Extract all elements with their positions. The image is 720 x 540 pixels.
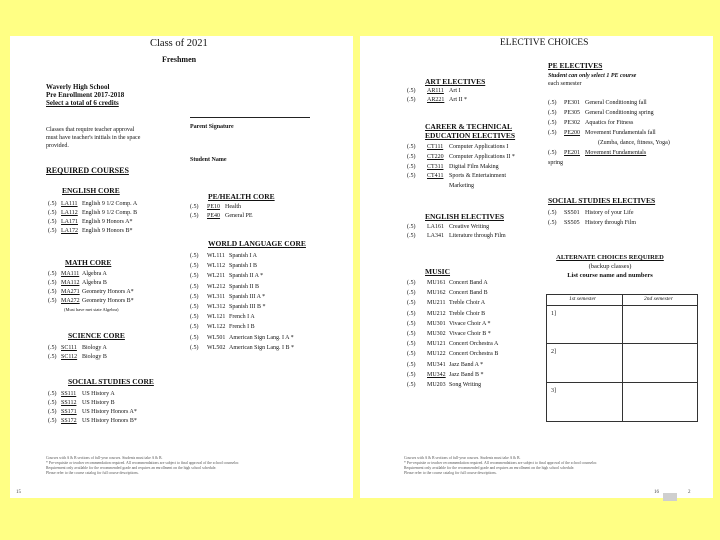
course-code: LA171 bbox=[61, 219, 78, 225]
course-name: Movement Fundamentals bbox=[585, 150, 647, 156]
course-code: AR111 bbox=[427, 88, 444, 94]
credit: (.5) bbox=[407, 153, 416, 160]
social-electives-header: SOCIAL STUDIES ELECTIVES bbox=[548, 196, 656, 205]
social-core-list bbox=[48, 390, 137, 426]
course-name: Concert Band B bbox=[449, 290, 488, 297]
course-name: Vivace Choir A * bbox=[449, 320, 491, 327]
course-code: PE201 bbox=[564, 150, 581, 156]
course-name: Algebra A bbox=[82, 271, 107, 277]
second-semester-label: 2nd semester bbox=[644, 296, 673, 302]
course-code: PE40 bbox=[207, 213, 221, 219]
alternate-sub: List course name and numbers bbox=[567, 272, 653, 279]
course-code: WL501 bbox=[207, 334, 226, 341]
course-name: Jazz Band A * bbox=[449, 361, 484, 368]
course-name: Spanish II A * bbox=[229, 273, 264, 280]
credit: (.5) bbox=[190, 253, 199, 259]
course-row-cont bbox=[548, 158, 670, 168]
approval-line: provided. bbox=[46, 143, 69, 149]
social-core-header: SOCIAL STUDIES CORE bbox=[68, 377, 154, 386]
footnote: Requirement only available for the recommended grade and requires an enrollment on the high school schedule. bbox=[404, 466, 575, 470]
required-courses-header: REQUIRED COURSES bbox=[46, 166, 129, 175]
course-row[interactable] bbox=[48, 288, 134, 297]
english-electives-list bbox=[407, 223, 506, 241]
credit: (.5) bbox=[48, 271, 57, 277]
credit: (.5) bbox=[48, 210, 57, 216]
right-footnotes bbox=[404, 456, 597, 476]
course-row[interactable] bbox=[190, 212, 253, 221]
credit: (.5) bbox=[190, 334, 199, 341]
course-row[interactable] bbox=[48, 417, 137, 426]
course-code: SC111 bbox=[61, 345, 77, 351]
course-code: WL212 bbox=[207, 283, 226, 290]
course-name: US History A bbox=[82, 391, 115, 397]
course-name: Art I bbox=[449, 88, 461, 94]
course-name: French I B bbox=[229, 324, 255, 331]
course-row[interactable] bbox=[407, 380, 498, 390]
course-row[interactable] bbox=[407, 163, 515, 173]
left-page-number: 15 bbox=[16, 490, 21, 495]
credit: (.5) bbox=[407, 173, 416, 180]
english-electives-header: ENGLISH ELECTIVES bbox=[425, 212, 504, 221]
course-code: LA111 bbox=[61, 201, 78, 207]
course-name: English 9 Honors B* bbox=[82, 228, 133, 234]
course-row[interactable] bbox=[48, 279, 134, 288]
course-name: Computer Applications II * bbox=[449, 153, 515, 160]
pe-electives-list bbox=[548, 98, 670, 168]
credit: (.5) bbox=[48, 400, 57, 406]
course-row[interactable] bbox=[548, 128, 670, 138]
course-code: WL121 bbox=[207, 314, 226, 321]
course-code: MU122 bbox=[427, 351, 446, 358]
credit: (.5) bbox=[190, 344, 199, 351]
course-name: General Conditioning fall bbox=[585, 100, 647, 106]
career-electives-header bbox=[425, 122, 515, 140]
world-language-list bbox=[190, 251, 294, 353]
approval-line: must have teacher's initials in the space bbox=[46, 135, 141, 141]
credit: (.5) bbox=[190, 263, 199, 270]
course-row[interactable] bbox=[407, 153, 515, 163]
course-name: Jazz Band B * bbox=[449, 371, 484, 378]
alternate-sub: (backup classes) bbox=[588, 263, 632, 270]
credit: (.5) bbox=[190, 324, 199, 331]
course-code: LA161 bbox=[427, 224, 444, 230]
course-row[interactable] bbox=[48, 227, 137, 236]
course-row[interactable] bbox=[190, 282, 294, 292]
course-code: PE10 bbox=[207, 204, 221, 210]
course-name: Spanish III A * bbox=[229, 293, 266, 300]
career-header-line: EDUCATION ELECTIVES bbox=[425, 131, 516, 140]
course-row[interactable] bbox=[548, 98, 670, 108]
course-row[interactable] bbox=[190, 203, 253, 212]
course-row[interactable] bbox=[190, 251, 294, 261]
course-code: SS505 bbox=[564, 220, 580, 226]
elective-title: ELECTIVE CHOICES bbox=[500, 38, 589, 48]
course-row[interactable] bbox=[48, 344, 107, 353]
course-name: US History B bbox=[82, 400, 115, 406]
right-page-number-b: 2 bbox=[688, 490, 691, 495]
credit: (.5) bbox=[48, 289, 57, 295]
credit: (.5) bbox=[407, 300, 416, 307]
course-code: MA271 bbox=[61, 289, 80, 295]
credit: (.5) bbox=[548, 220, 557, 226]
course-row[interactable] bbox=[407, 349, 498, 359]
art-electives-header: ART ELECTIVES bbox=[425, 77, 486, 86]
alternate-title: ALTERNATE CHOICES REQUIRED bbox=[556, 254, 664, 261]
table-divider bbox=[622, 295, 623, 421]
approval-line: Classes that require teacher approval bbox=[46, 127, 135, 133]
school-info bbox=[46, 83, 124, 107]
course-code: MU211 bbox=[427, 300, 446, 307]
course-code: WL311 bbox=[207, 293, 226, 300]
course-name: Biology B bbox=[82, 354, 107, 360]
course-code: SS171 bbox=[61, 409, 77, 415]
credit: (.5) bbox=[48, 298, 57, 304]
course-row[interactable] bbox=[548, 108, 670, 118]
course-code: WL112 bbox=[207, 263, 226, 270]
course-code: PE302 bbox=[564, 120, 581, 126]
course-name: Spanish II B bbox=[229, 283, 259, 290]
course-row[interactable] bbox=[407, 309, 498, 319]
course-code: CT411 bbox=[427, 173, 444, 180]
course-code: MU203 bbox=[427, 382, 446, 389]
course-code: WL502 bbox=[207, 344, 226, 351]
course-row[interactable] bbox=[48, 200, 137, 209]
course-row[interactable] bbox=[48, 270, 134, 279]
credit: (.5) bbox=[548, 100, 557, 106]
course-row[interactable] bbox=[548, 218, 636, 228]
table-divider bbox=[547, 343, 697, 344]
course-name: Health bbox=[225, 204, 241, 210]
footnote: * Pre-requisite or teacher recommendation required. All recommendations are subject to final approval of the school counselor. bbox=[404, 461, 598, 465]
course-name: Biology A bbox=[82, 345, 107, 351]
first-semester-label: 1st semester bbox=[569, 296, 597, 302]
credit: (.5) bbox=[548, 110, 557, 116]
course-row[interactable] bbox=[407, 223, 506, 232]
credit: (.5) bbox=[407, 382, 416, 389]
credit: (.5) bbox=[48, 409, 57, 415]
enrollment-year: Pre Enrollment 2017-2018 bbox=[46, 91, 125, 99]
credit: (.5) bbox=[407, 341, 416, 348]
footnote: Please refer to the course catalog for full course descriptions. bbox=[404, 471, 497, 475]
credit: (.5) bbox=[407, 310, 416, 317]
alternate-row-label[interactable]: 1] bbox=[551, 311, 556, 317]
course-code: SS172 bbox=[61, 418, 77, 424]
credit: (.5) bbox=[548, 150, 557, 156]
credit: (.5) bbox=[407, 97, 416, 103]
subtitle: Freshmen bbox=[162, 55, 197, 64]
course-row[interactable] bbox=[48, 353, 107, 362]
course-name: American Sign Lang. I A * bbox=[229, 334, 294, 341]
math-core-header: MATH CORE bbox=[65, 258, 112, 267]
alternate-table bbox=[546, 294, 698, 422]
course-code: PE305 bbox=[564, 110, 581, 116]
course-row[interactable] bbox=[190, 333, 294, 343]
course-name: Spanish III B * bbox=[229, 304, 266, 311]
course-name: Computer Applications I bbox=[449, 144, 509, 150]
signature-line[interactable] bbox=[190, 117, 310, 118]
course-row[interactable] bbox=[190, 302, 294, 312]
course-row[interactable] bbox=[407, 298, 498, 308]
course-row[interactable] bbox=[48, 390, 137, 399]
credit: (.5) bbox=[407, 280, 416, 286]
course-code: SS112 bbox=[61, 400, 77, 406]
course-name: Digital Film Making bbox=[449, 163, 499, 170]
course-code: LA112 bbox=[61, 210, 78, 216]
course-row[interactable] bbox=[48, 218, 137, 227]
course-row[interactable] bbox=[548, 118, 670, 128]
course-name: Creative Writing bbox=[449, 224, 490, 230]
course-name: General PE bbox=[225, 213, 253, 219]
course-row[interactable] bbox=[48, 297, 134, 306]
footnote: Courses with A & B sections of full-year courses. Students must take A & B. bbox=[404, 456, 521, 460]
course-name: French I A bbox=[229, 314, 255, 321]
course-row[interactable] bbox=[407, 143, 515, 153]
course-code: MA111 bbox=[61, 271, 80, 277]
course-row[interactable] bbox=[548, 208, 636, 218]
course-code: MA112 bbox=[61, 280, 80, 286]
course-name: English 9 1/2 Comp. A bbox=[82, 201, 138, 207]
alternate-row-label[interactable]: 2] bbox=[551, 349, 556, 355]
left-page bbox=[10, 36, 353, 498]
course-name: Art II * bbox=[449, 97, 467, 103]
course-code: SC112 bbox=[61, 354, 78, 360]
page-indicator bbox=[663, 493, 677, 501]
credit: (.5) bbox=[407, 320, 416, 327]
course-name: spring bbox=[548, 160, 563, 166]
pe-note bbox=[548, 72, 636, 88]
credit: (.5) bbox=[190, 304, 199, 311]
course-code: LA172 bbox=[61, 228, 78, 234]
student-name-label: Student Name bbox=[190, 157, 227, 163]
credit: (.5) bbox=[407, 163, 416, 170]
course-code: SS111 bbox=[61, 391, 77, 397]
course-row[interactable] bbox=[407, 288, 498, 298]
course-row[interactable] bbox=[190, 312, 294, 322]
music-header: MUSIC bbox=[425, 267, 451, 276]
course-name: History through Film bbox=[585, 220, 637, 226]
course-code: MU301 bbox=[427, 320, 446, 327]
credit: (.5) bbox=[190, 273, 199, 280]
course-name: Song Writing bbox=[449, 382, 482, 389]
course-row[interactable] bbox=[407, 370, 498, 380]
course-code: WL122 bbox=[207, 324, 226, 331]
math-core-list bbox=[48, 270, 134, 306]
credit: (.5) bbox=[407, 331, 416, 338]
credit: (.5) bbox=[407, 224, 416, 230]
course-row[interactable] bbox=[48, 209, 137, 218]
pehealth-core-list bbox=[190, 203, 253, 221]
course-row[interactable] bbox=[190, 322, 294, 332]
course-code: SS501 bbox=[564, 210, 580, 216]
pe-note-line: each semester bbox=[548, 81, 582, 87]
right-page-number: 16 bbox=[654, 490, 659, 495]
pe-note-line: Student can only select 1 PE course bbox=[548, 73, 637, 79]
course-name: Movement Fundamentals fall bbox=[585, 130, 656, 136]
career-electives-list bbox=[407, 143, 515, 192]
course-code: WL211 bbox=[207, 273, 226, 280]
course-row[interactable] bbox=[407, 278, 498, 288]
credit: (.5) bbox=[190, 293, 199, 300]
footnote: Courses with A & B sections of full-year courses. Students must take A & B. bbox=[46, 456, 163, 460]
course-row[interactable] bbox=[407, 172, 515, 182]
course-name: Concert Band A bbox=[449, 280, 488, 286]
course-code: WL312 bbox=[207, 304, 226, 311]
course-code: WL111 bbox=[207, 253, 225, 259]
credit: (.5) bbox=[48, 354, 57, 360]
parent-signature-label: Parent Signature bbox=[190, 124, 234, 130]
footnote: Requirement only available for the recommended grade and requires an enrollment on the high school schedule. bbox=[46, 466, 217, 470]
course-row[interactable] bbox=[190, 271, 294, 281]
course-name: Marketing bbox=[449, 183, 474, 190]
course-row[interactable] bbox=[48, 408, 137, 417]
course-name: Geometry Honors A* bbox=[82, 289, 134, 295]
course-code: CT111 bbox=[427, 144, 444, 150]
course-name: Treble Choir B bbox=[449, 310, 486, 317]
course-row-cont bbox=[548, 138, 670, 148]
course-name: Literature through Film bbox=[449, 233, 506, 239]
course-code: MA272 bbox=[61, 298, 80, 304]
credit: (.5) bbox=[48, 201, 57, 207]
english-core-header: ENGLISH CORE bbox=[62, 186, 120, 195]
course-row[interactable] bbox=[407, 329, 498, 339]
credit: (.5) bbox=[548, 210, 557, 216]
credit: (.5) bbox=[407, 361, 416, 368]
course-row[interactable] bbox=[407, 360, 498, 370]
science-core-list bbox=[48, 344, 107, 362]
course-code: PE301 bbox=[564, 100, 581, 106]
credit: (.5) bbox=[190, 314, 199, 321]
credit-instruction: Select a total of 6 credits bbox=[46, 99, 119, 107]
credit: (.5) bbox=[190, 204, 199, 210]
footnote: * Pre-requisite or teacher recommendation required. All recommendations are subject to final approval of the school counselor. bbox=[46, 461, 240, 465]
course-row[interactable] bbox=[407, 96, 467, 105]
course-row[interactable] bbox=[407, 232, 506, 241]
social-electives-list bbox=[548, 208, 636, 228]
english-core-list bbox=[48, 200, 137, 236]
course-code: MU212 bbox=[427, 310, 446, 317]
credit: (.5) bbox=[48, 219, 57, 225]
pehealth-core-header: PE/HEALTH CORE bbox=[208, 192, 275, 201]
course-row[interactable] bbox=[48, 399, 137, 408]
course-name: Spanish I B bbox=[229, 263, 258, 270]
course-name: History of your Life bbox=[585, 210, 634, 216]
course-code: PE200 bbox=[564, 130, 581, 136]
course-code: MU121 bbox=[427, 341, 446, 348]
course-code: MU162 bbox=[427, 290, 446, 297]
alternate-row-label[interactable]: 3] bbox=[551, 388, 556, 394]
course-name: Treble Choir A bbox=[449, 300, 486, 307]
school-name: Waverly High School bbox=[46, 83, 110, 91]
course-code: CT220 bbox=[427, 153, 444, 160]
approval-note bbox=[46, 126, 140, 150]
course-name: Algebra B bbox=[82, 280, 107, 286]
credit: (.5) bbox=[190, 283, 199, 290]
course-code: MU302 bbox=[427, 331, 446, 338]
course-code: AR221 bbox=[427, 97, 445, 103]
credit: (.5) bbox=[407, 371, 416, 378]
course-name: Concert Orchestra B bbox=[449, 351, 499, 358]
course-note: (Zumba, dance, fitness, Yoga) bbox=[598, 140, 670, 146]
left-footnotes bbox=[46, 456, 239, 476]
credit: (.5) bbox=[48, 391, 57, 397]
course-name: English 9 1/2 Comp. B bbox=[82, 210, 138, 216]
credit: (.5) bbox=[48, 345, 57, 351]
course-name: Sports & Entertainment bbox=[449, 173, 506, 180]
music-list bbox=[407, 278, 498, 390]
career-header-line: CAREER & TECHNICAL bbox=[425, 122, 512, 131]
science-core-header: SCIENCE CORE bbox=[68, 331, 125, 340]
course-name: American Sign Lang. I B * bbox=[229, 344, 294, 351]
footnote: Please refer to the course catalog for full course descriptions. bbox=[46, 471, 139, 475]
course-name: Geometry Honors B* bbox=[82, 298, 134, 304]
course-name: Aquatics for Fitness bbox=[585, 120, 634, 126]
course-row[interactable] bbox=[407, 339, 498, 349]
course-name: US History Honors B* bbox=[82, 418, 137, 424]
credit: (.5) bbox=[407, 144, 416, 150]
course-name: Vivace Choir B * bbox=[449, 331, 491, 338]
art-electives-list bbox=[407, 87, 467, 105]
pe-electives-header: PE ELECTIVES bbox=[548, 61, 603, 70]
credit: (.5) bbox=[48, 280, 57, 286]
course-name: Concert Orchestra A bbox=[449, 341, 499, 348]
course-row[interactable] bbox=[190, 292, 294, 302]
course-row[interactable] bbox=[407, 319, 498, 329]
course-row[interactable] bbox=[407, 87, 467, 96]
alternate-header bbox=[540, 253, 680, 280]
credit: (.5) bbox=[48, 228, 57, 234]
course-name: Spanish I A bbox=[229, 253, 258, 259]
credit: (.5) bbox=[190, 213, 199, 219]
credit: (.5) bbox=[407, 233, 416, 239]
table-divider bbox=[547, 382, 697, 383]
world-language-header: WORLD LANGUAGE CORE bbox=[208, 239, 306, 248]
course-code: LA341 bbox=[427, 233, 444, 239]
course-code: CT311 bbox=[427, 163, 444, 170]
course-code: MU342 bbox=[427, 371, 446, 378]
credit: (.5) bbox=[548, 130, 557, 136]
course-name: English 9 Honors A* bbox=[82, 219, 133, 225]
course-row[interactable] bbox=[548, 148, 670, 158]
course-code: MU161 bbox=[427, 280, 446, 286]
course-row[interactable] bbox=[190, 343, 294, 353]
credit: (.5) bbox=[48, 418, 57, 424]
course-code: MU341 bbox=[427, 361, 446, 368]
credit: (.5) bbox=[407, 88, 416, 94]
course-name: General Conditioning spring bbox=[585, 110, 654, 116]
math-note: (Must have met state Algebra) bbox=[64, 307, 119, 312]
credit: (.5) bbox=[548, 120, 557, 126]
course-row-cont bbox=[407, 182, 515, 192]
right-page bbox=[360, 36, 713, 498]
course-name: US History Honors A* bbox=[82, 409, 137, 415]
class-title: Class of 2021 bbox=[150, 38, 208, 49]
course-row[interactable] bbox=[190, 261, 294, 271]
credit: (.5) bbox=[407, 290, 416, 297]
credit: (.5) bbox=[407, 351, 416, 358]
